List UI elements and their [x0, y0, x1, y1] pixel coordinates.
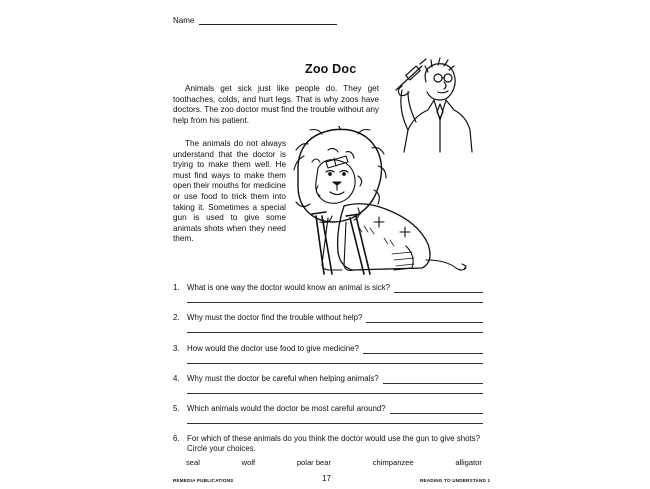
footer-series: READING TO UNDERSTAND 1	[420, 478, 491, 483]
choice-seal[interactable]: seal	[186, 458, 200, 467]
question-number: 5.	[173, 404, 180, 413]
question-4	[173, 374, 483, 394]
answer-line[interactable]	[394, 285, 483, 293]
choice-polar-bear[interactable]: polar bear	[296, 458, 332, 467]
question-text: What is one way the doctor would know an animal is sick?	[187, 283, 391, 292]
answer-line[interactable]	[363, 346, 483, 354]
lion-illustration	[288, 126, 468, 278]
choice-alligator[interactable]: alligator	[455, 458, 482, 467]
question-text: Which animals would the doctor be most careful around?	[187, 404, 386, 413]
answer-line[interactable]	[187, 414, 483, 424]
footer-publisher: REMEDIA PUBLICATIONS	[173, 478, 234, 483]
answer-line[interactable]	[390, 406, 483, 414]
question-text: For which of these animals do you think the doctor would use the gun to give shots?	[187, 434, 481, 443]
story-paragraph-1: Animals get sick just like people do. They get toothaches, colds, and hurt legs. That is why zoos have doctors. The zoo doctor must find the trouble without any help from his patient.	[173, 84, 380, 125]
question-number: 6.	[173, 434, 180, 443]
question-instruction: Circle your choices.	[187, 444, 256, 453]
question-number: 3.	[173, 344, 180, 353]
story-title: Zoo Doc	[305, 62, 357, 76]
name-label: Name	[173, 16, 195, 25]
question-number: 1.	[173, 283, 180, 292]
question-2	[173, 313, 483, 333]
answer-line[interactable]	[187, 323, 483, 333]
story-paragraph-2: The animals do not always understand that the doctor is trying to make them well. He must find ways to make them open their mouths for medicine or use food to trick them into taking it. Sometimes a special gun is used to give some animals shots when they need them.	[173, 139, 286, 244]
question-3	[173, 344, 483, 364]
question-text: Why must the doctor find the trouble without help?	[187, 313, 363, 322]
name-field-row	[173, 16, 337, 25]
answer-line[interactable]	[383, 376, 483, 384]
answer-line[interactable]	[187, 354, 483, 364]
page-number: 17	[322, 474, 331, 483]
question-text: Why must the doctor be careful when helping animals?	[187, 374, 379, 383]
question-text: How would the doctor use food to give medicine?	[187, 344, 359, 353]
answer-line[interactable]	[187, 293, 483, 303]
question-number: 2.	[173, 313, 180, 322]
question-number: 4.	[173, 374, 180, 383]
choice-chimpanzee[interactable]: chimpanzee	[372, 458, 414, 467]
answer-line[interactable]	[187, 384, 483, 394]
choice-wolf[interactable]: wolf	[241, 458, 256, 467]
question-6	[173, 434, 483, 454]
animal-choices	[186, 458, 482, 467]
question-5	[173, 404, 483, 424]
answer-line[interactable]	[366, 315, 483, 323]
question-1	[173, 283, 483, 303]
name-line[interactable]	[199, 17, 337, 25]
